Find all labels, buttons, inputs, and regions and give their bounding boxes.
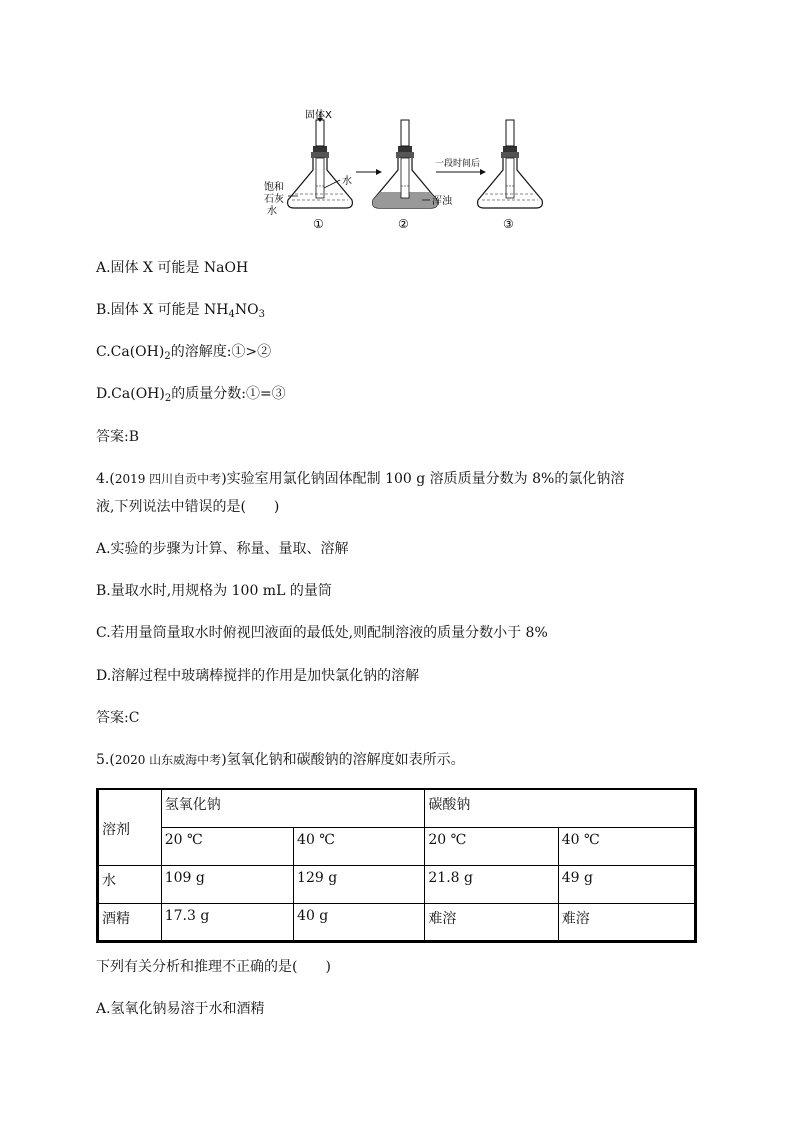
flask-3 (478, 120, 543, 208)
q5-stem: 5.(2020 山东威海中考)氢氧化钠和碳酸钠的溶解度如表所示。 (96, 752, 465, 768)
label-solid-x: 固体X (305, 110, 332, 121)
q3-option-d: $D.Ca(OH)_2$的质量分数:①=③ (96, 386, 286, 404)
q4-stem-line2: 液,下列说法中错误的是( ) (96, 499, 280, 515)
table-cell: 难溶 (425, 903, 558, 941)
q4-option-c: C.若用量筒量取水时俯视凹液面的最低处,则配制溶液的质量分数小于 8% (96, 625, 548, 641)
table-cell: 109 g (161, 865, 293, 903)
table-cell: 40 g (294, 903, 425, 941)
label-time: 一段时间后 (435, 159, 481, 169)
flask-number-3: ③ (503, 217, 514, 231)
table-cell: 49 g (558, 865, 695, 903)
solubility-table (96, 788, 697, 943)
header-temp: 20 ℃ (425, 827, 558, 865)
label-turbid: 浑浊 (432, 196, 452, 207)
q4-stem-line1: 4.(2019 四川自贡中考)实验室用氯化钠固体配制 100 g 溶质质量分数为 8%的氯化钠溶 (96, 471, 625, 487)
q4-option-b: B.量取水时,用规格为 100 mL 的量筒 (96, 583, 332, 599)
row-solvent: 水 (98, 865, 162, 903)
q3-answer: 答案:B (96, 429, 140, 445)
q3-option-a: A.固体 X 可能是 NaOH (96, 260, 249, 276)
label-limewater-3: 水 (267, 206, 277, 217)
table-cell: 129 g (294, 865, 425, 903)
table-row (98, 865, 696, 903)
flask-number-1: ① (313, 217, 324, 231)
q5-after-table: 下列有关分析和推理不正确的是( ) (96, 959, 331, 975)
table-row (98, 903, 696, 941)
table-cell: 21.8 g (425, 865, 558, 903)
experiment-figure (250, 100, 550, 235)
flask-1 (288, 112, 353, 208)
q4-answer: 答案:C (96, 710, 140, 726)
header-na2co3: 碳酸钠 (425, 789, 696, 827)
header-solvent: 溶剂 (98, 789, 162, 865)
flask-2 (373, 120, 438, 208)
label-limewater-2: 石灰 (264, 194, 284, 205)
header-naoh: 氢氧化钠 (161, 789, 425, 827)
table-cell: 17.3 g (161, 903, 293, 941)
header-temp: 20 ℃ (161, 827, 293, 865)
header-temp: 40 ℃ (558, 827, 695, 865)
q5-option-a: A.氢氧化钠易溶于水和酒精 (96, 1001, 265, 1017)
row-solvent: 酒精 (98, 903, 162, 941)
label-limewater-1: 饱和 (264, 182, 284, 193)
q3-option-b: B.固体 X 可能是 $NH_4NO_3$ (96, 302, 265, 320)
flask-number-2: ② (398, 217, 409, 231)
flask-diagram (250, 100, 550, 235)
q4-option-a: A.实验的步骤为计算、称量、量取、溶解 (96, 541, 349, 557)
table-cell: 难溶 (558, 903, 695, 941)
header-temp: 40 ℃ (294, 827, 425, 865)
q4-option-d: D.溶解过程中玻璃棒搅拌的作用是加快氯化钠的溶解 (96, 668, 420, 684)
label-water: 水 (342, 176, 352, 187)
q3-option-c: $C.Ca(OH)_2$的溶解度:①>② (96, 344, 272, 362)
